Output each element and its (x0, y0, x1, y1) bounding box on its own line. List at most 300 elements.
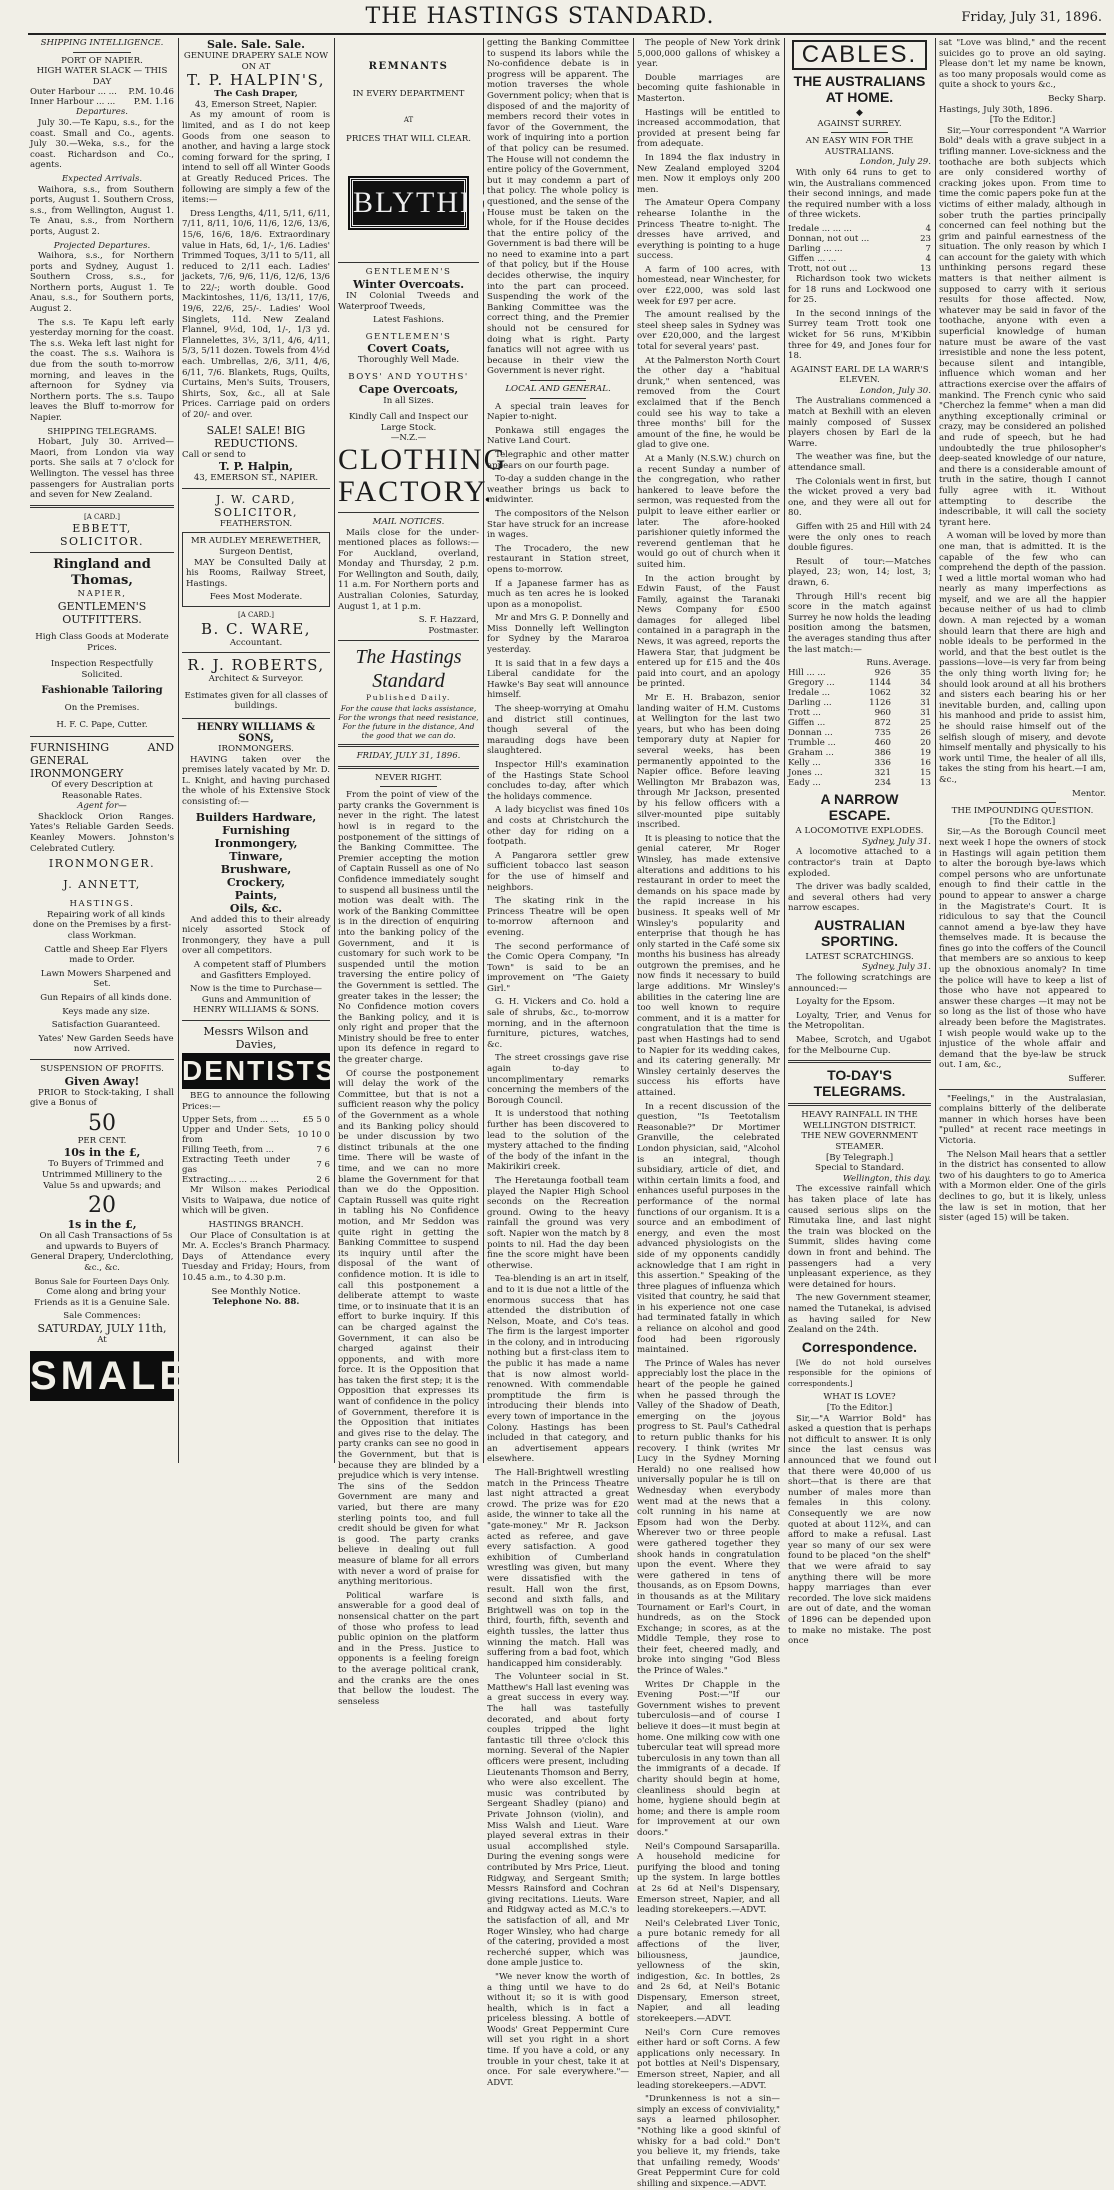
table-row (30, 87, 174, 97)
driver-text: The driver was badly scalded, and several others had very narrow escapes. (788, 882, 931, 914)
card-featherston: FEATHERSTON. (219, 518, 293, 529)
player-name: Iredale ... (788, 688, 830, 699)
batsman-name: Giffen ... ... (788, 253, 837, 264)
every-desc-text: Of every Description at Reasonable Rates. (51, 780, 153, 801)
roberts-name: R. J. ROBERTS, (187, 656, 325, 675)
player-average: 20 (920, 738, 931, 749)
table-row (788, 758, 931, 768)
goods-item: Paints, (234, 888, 278, 902)
local-item: "We never know the worth of a thing until we have to do without it; so it is with good health, which is in fact a priceless blessing. A bottle of Woods' Great Peppermint Cure will set you right in a short time. If you have a cold, or any trouble in your chest, take it at once. For sale everywhere."—ADVT. (487, 1971, 629, 2088)
twenty-number: 20 (88, 1193, 116, 1219)
local-item: Ponkawa still engages the Native Land Court. (487, 425, 629, 447)
local-item: Mr and Mrs G. P. Donnelly and Miss Donnelly left Wellington for Sydney by the Mararoa yesterday. (487, 613, 629, 656)
batsman-name: Trott, not out ... (788, 263, 858, 274)
player-average: 31 (920, 698, 931, 709)
column-header: Runs. (866, 658, 891, 669)
player-name: Giffen ... (788, 718, 826, 729)
departures-heading: Departures. (75, 107, 129, 118)
price-item: Filling Teeth, from ... (182, 1145, 274, 1156)
keys-text: Keys made any size. (62, 1006, 150, 1017)
column-6 (788, 38, 931, 1647)
following-text: The following scratchings are announced:— (788, 973, 931, 994)
player-average: 19 (920, 748, 931, 759)
richardson-text: Richardson took two wickets for 18 runs and Lockwood one for 25. (788, 273, 931, 306)
colonial-text: IN Colonial Tweeds and Waterproof Tweeds, (338, 290, 479, 312)
table-row (788, 254, 931, 264)
table-row (182, 1155, 330, 1175)
player-average: 13 (920, 778, 931, 789)
having-text: HAVING taken over the premises lately vacated by Mr. D. L. Knight, and having purchased the whole of his Extensive Stock consisting of:— (182, 754, 330, 808)
batsman-score: 23 (920, 233, 931, 244)
dateline: London, July 29. (859, 157, 931, 168)
dateline: Sydney, July 31. (861, 962, 931, 973)
player-average: 35 (920, 668, 931, 679)
genuine-text: GENUINE DRAPERY SALE NOW ON AT (183, 51, 329, 72)
table-row (788, 244, 931, 254)
table-row (788, 768, 931, 778)
tailoring-heading: Fashionable Tailoring (41, 685, 163, 697)
tide-value: P.M. 10.46 (128, 87, 174, 98)
signature: Sufferer. (1068, 1074, 1106, 1084)
signature: Mentor. (1072, 788, 1106, 799)
news-item: Hastings will be entitled to increased accommodation, that provided at present being far from adequate. (637, 107, 780, 150)
news-item: A farm of 100 acres, with homestead, near Winchester, for over £22,000, was sold last week for £97 per acre. (637, 264, 780, 307)
player-average: 31 (920, 708, 931, 719)
score-table (788, 224, 931, 274)
beg-text: BEG to announce the following Prices:— (182, 1091, 330, 1112)
purchase-text: Now is the time to Purchase— (190, 984, 322, 995)
local-item: A special train leaves for Napier to-night. (487, 401, 629, 423)
port-heading: PORT OF NAPIER. (61, 55, 143, 66)
repairing-text: Repairing work of all kinds done on the Premises by a first-class Workman. (32, 909, 172, 942)
scratchings-subhead: LATEST SCRATCHINGS. (805, 951, 914, 962)
divider (338, 744, 479, 747)
news-item: Mr E. H. Brabazon, senior landing waiter of H.M. Customs at Wellington for the last two years, but who has been doing temporary duty at Napier for several weeks, has been permanently appointed to the Napier office. Before leaving Wellington Mr Brabazon was, through Mr Jackson, presented by his fellow officers with a silver-mounted pipe suitably inscribed. (637, 693, 780, 831)
column-rule (633, 38, 634, 1463)
news-item: Neil's Compound Sarsaparilla. A household medicine for purifying the blood and toning up the system. In large bottles at 2s 6d at Neil's Dispensary, Emerson street, Napier, and all leading storekeepers.—ADVT. (637, 1841, 780, 1916)
halpin-intro: As my amount of room is limited, and as I do not keep Goods from one season to another, and having a large stock coming forward for the spring, I intend to sell off all Winter Goods at Greatly Reduced Prices. The following are simply a few of the items:— (182, 110, 330, 206)
local-item: The second performance of the Comic Opera Company, "In Town" is said to be an improvement on "The Gaiety Girl." (487, 941, 629, 994)
table-row (182, 1115, 330, 1125)
price-value: 7 6 (316, 1145, 330, 1156)
premises-text: On the Premises. (64, 702, 140, 713)
agent-for-label: Agent for— (77, 801, 127, 812)
player-runs: 460 (874, 738, 891, 749)
telegrams-heading: SHIPPING TELEGRAMS. (47, 426, 157, 437)
divider (182, 718, 330, 719)
halpin-address-2: 43, EMERSON ST., NAPIER. (193, 473, 319, 484)
tide-table (30, 87, 174, 107)
every-dept: IN EVERY DEPARTMENT (352, 88, 465, 99)
column-2 (182, 38, 337, 1463)
divider (338, 640, 479, 641)
second-innings-text: In the second innings of the Surrey team Trott took one wicket for 56 runs, M'Kibbin three for 49, and Jones four for 18. (788, 308, 931, 362)
shipping-notes: The s.s. Te Kapu left early yesterday morning for the coast. The s.s. Weka left last night for the coast. The s.s. Waihora is due from the south to-morrow morning, and leaves in the afternoon for Sydney via Northern ports. The s.s. Taupo leaves the Bluff to-morrow for Napier. (30, 317, 174, 423)
motto-text: For the cause that lacks assistance, For the wrongs that need resistance, For the future in the distance, And the good that we can do. (338, 704, 479, 741)
annett-name: J. ANNETT, (63, 878, 141, 892)
card-label-2: [A CARD.] (237, 610, 274, 619)
kindly-text: Kindly Call and Inspect our Large Stock. (348, 412, 469, 433)
thoroughly-text: Thoroughly Well Made. (357, 355, 460, 366)
batsman-score: 13 (920, 263, 931, 274)
table-row (788, 678, 931, 688)
australians-headline: THE AUSTRALIANS AT HOME. (793, 73, 926, 105)
ironmongers-label: IRONMONGERS. (218, 744, 294, 755)
gun-text: Gun Repairs of all kinds done. (40, 993, 172, 1003)
ware-name: B. C. WARE, (200, 619, 312, 638)
divider (182, 1020, 330, 1021)
all-sizes-text: In all Sizes. (383, 395, 434, 406)
table-row (788, 708, 931, 718)
sale-commences: Sale Commences: (63, 1311, 141, 1322)
covert-heading: Covert Coats, (367, 342, 450, 356)
player-runs: 336 (874, 758, 891, 769)
dateline: Sydney, July 31. (861, 836, 931, 847)
loyalty-text: Loyalty for the Epsom. (796, 997, 895, 1008)
player-average: 15 (920, 768, 931, 779)
mabee-text: Mabee, Scrotch, and Ugabot for the Melbourne Cup. (788, 1035, 931, 1056)
cash-draper: The Cash Draper, (214, 89, 298, 100)
column-rule (178, 38, 179, 1463)
column-rule (784, 38, 785, 1463)
player-average: 34 (920, 678, 931, 689)
letter-continued: sat "Love was blind," and the recent suicides go to prove an old saying. Please don't let my name be known, as too many proposals would come as quite a shock to yours &c., (939, 38, 1106, 91)
player-runs: 735 (874, 728, 891, 739)
column-rule (334, 38, 335, 1463)
column-5 (637, 38, 780, 2189)
halpin-items: Dress Lengths, 4/11, 5/11, 6/11, 7/11, 8/11, 10/6, 11/6, 12/6, 13/6, 15/6, 16/6, 18/6. Extraordinary value in Hats, 6d, 1/-, 1/6. Ladies' Trimmed Toques, 3/11 to 5/11, all reduced to 2/11 each. Ladies' jackets, 7/6, 9/6, 11/6, 12/6, 13/6 to 22/-; worth double. Good Mackintoshes, 11/6, 13/11, 17/6, 19/6, 22/6, 25/-. Ladies' Wool Singlets, 11d. New Zealand Flannel, 9½d, 10d, 1/-, 1/3 yd. Flannelettes, 3½, 3/11, 4/6, 4/11, 5/3, 5/11 dozen. Towels from 4½d each. Umbrellas, 2/6, 3/11, 4/6, 6/11, 7/6. Blankets, Rugs, Quilts, Curtains, Men's Suits, Trousers, Shirts, Sox, &c., all at Sale Prices. Carriage paid on orders of 20/- and over. (182, 208, 330, 420)
divider (380, 786, 436, 787)
card-label: [A CARD.] (83, 512, 120, 521)
local-heading: LOCAL AND GENERAL. (505, 384, 611, 394)
letter-date: Hastings, July 30th, 1896. (939, 104, 1053, 115)
branch-heading: HASTINGS BRANCH. (208, 1219, 304, 1230)
player-runs: 872 (874, 718, 891, 729)
tide-label: Inner Harbour ... ... (30, 97, 116, 108)
outfitters-label: GENTLEMEN'S OUTFITTERS. (57, 599, 147, 626)
henry-name-2: HENRY WILLIAMS & SONS. (193, 1005, 319, 1016)
column-rule (483, 38, 484, 1463)
furnishing-heading: FURNISHING AND GENERAL IRONMONGERY (30, 741, 174, 781)
news-item: Neil's Celebrated Liver Tonic, a pure botanic remedy for all affections of the liver, biliousness, jaundice, yellowness of the skin, indigestion, &c. In bottles, 2s and 2s 6d, at Neil's Botanic Dispensary, Emerson street, Napier, and all leading storekeepers.—ADVT. (637, 1918, 780, 2025)
nz-label: —N.Z.— (390, 433, 427, 444)
column-7 (939, 38, 1106, 1463)
news-item: The Prince of Wales has never appreciably lost the place in the heart of the people he gained when he passed through the Valley of the Shadow of Death, emerging on the joyous progress to St. Paul's Cathedral to return public thanks for his recovery. I think (writes Mr Lucy in the Sydney Morning Herald) no one realised how universally popular he is till on Wednesday when everybody went mad at the news that a colt running in his name at Epsom had won the Derby. Wherever two or three people were gathered together they shook hands in congratulation upon the event. Where they were gathered in tens of thousands, as on Epsom Downs, in thousands as at the Military Tournament or Earl's Court, in hundreds, as on the Stock Exchange; in scores, as at the Middle Temple, they rose to their feet, cheered madly, and broke into singing "God Bless the Prince of Wales." (637, 1358, 780, 1677)
telephone-text: Telephone No. 88. (212, 1297, 300, 1308)
player-runs: 386 (874, 748, 891, 759)
table-row (182, 1125, 330, 1145)
mail-text: Mails close for the under-mentioned places as follows:— For Auckland, overland, Monday and Thursday, 2 p.m. For Wellington and South, daily, 11 a.m. For Northern ports and Australian Colonies, Saturday, August 1, at 1 p.m. (338, 527, 479, 612)
masthead (0, 0, 1114, 30)
table-row (788, 688, 931, 698)
halpin-address: 43, Emerson Street, Napier. (194, 99, 318, 110)
special-label: Special to Standard. (815, 1163, 904, 1174)
news-item: At the Palmerston North Court the other day a "habitual drunk," when sentenced, was removed from the Court exclaimed that if the Bench could see his way to take a three months' bill for the amount of the fine, he would be glad to give one. (637, 355, 780, 451)
news-item: In the action brought by Edwin Faust, of the Faust Family, against the Taranaki News Company for £500 damages for alleged libel contained in a paragraph in the News, it was agreed, reports the Hawera Star, that judgment be entered up for £15 and the 40s paid into court, and an apology be printed. (637, 573, 780, 690)
impounding-heading: THE IMPOUNDING QUESTION. (951, 806, 1094, 817)
come-text: Come along and bring your Friends as it is a Genuine Sale. (34, 1287, 170, 1308)
price-value: 2 6 (316, 1175, 330, 1186)
table-row (788, 698, 931, 708)
smales-logo: SMALE'S (30, 1351, 174, 1401)
giffen-text: Giffen with 25 and Hill with 24 were the only ones to reach double figures. (788, 522, 931, 554)
arrivals-heading: Expected Arrivals. (61, 173, 143, 184)
divider (73, 52, 131, 53)
per-cent-label: PER CENT. (77, 1135, 127, 1146)
price-item: Upper and Under Sets, from (182, 1125, 290, 1146)
local-item: The skating rink in the Princess Theatre will be open to-morrow afternoon and evening. (487, 896, 629, 938)
news-item: The people of New York drink 5,000,000 gallons of whiskey a year. (637, 38, 780, 70)
player-average: 25 (920, 718, 931, 729)
news-item: The amount realised by the steel sheep sales in Sydney was over £20,000, and the largest total for several years' past. (637, 310, 780, 353)
published-label: Published Daily. (366, 693, 451, 703)
player-name: Trott ... (788, 708, 821, 719)
editorial-paragraph: Of course the postponement will delay the work of the Committee, but that is not a sufficient reason why the policy of the Government as a whole and its Banking policy should be under discussion by two distinct tribunals at the one time. There will be waste of time, and we can no more blame the Government for that than we do the Opposition. Captain Russell was quite right in tabling his No Confidence motion, and Mr Seddon was quite right in getting the Banking Committee to suspend its inquiry until after the disposal of the want of confidence motion. It is idle to call this postponement a deliberate attempt to waste time, or to insinuate that it is an effort to burke inquiry. If this can be charged against the Government, it can also be charged against their opponents, and with more force. It is the Opposition that has taken the first step; it is the Opposition that expresses its want of confidence in the policy of Government, therefore it is the Opposition that initiates and gives rise to the delay. The party cranks can see no good in the Government, but that is because they are blinded by a prejudice which is very intense. The sins of the Seddon Government are many and varied, but there are many sterling points too, and full credit should be given for what is good. The party cranks believe in dealing out full measure of blame for all errors with never a word of praise for anything meritorious. (338, 1068, 479, 1588)
divider (30, 552, 174, 553)
through-text: Through Hill's recent big score in the match against Surrey he now holds the leading position among the batsmen, the averages standing thus after the last match:— (788, 591, 931, 655)
high-class-text: High Class Goods at Moderate Prices. (35, 631, 169, 653)
lawn-text: Lawn Mowers Sharpened and Set. (40, 968, 172, 990)
remnants-heading: REMNANTS (368, 61, 449, 72)
table-row (788, 234, 931, 244)
postmaster-name: S. F. Hazzard, (418, 615, 479, 626)
dentist-ad (182, 532, 330, 607)
news-item: The Amateur Opera Company rehearse Iolanthe in the Princess Theatre to-night. The dresses have arrived, and everything is pointing to a huge success. (637, 198, 780, 262)
divider (338, 262, 479, 263)
goods-item: Tinware, (229, 849, 283, 863)
napier-label: NAPIER, (77, 589, 127, 600)
price-value: 7 6 (316, 1160, 330, 1171)
price-item: Extracting... ... ... (182, 1175, 258, 1186)
colonials-text: The Colonials went in first, but the wicket proved a very bad one, and they were all out for 80. (788, 476, 931, 519)
at-label: At (97, 1334, 107, 1345)
weather-text: The weather was fine, but the attendance small. (788, 452, 931, 474)
player-name: Trumble ... (788, 738, 836, 749)
result-text: Result of tour:—Matches played, 23; won, 14; lost, 3; drawn, 6. (788, 556, 931, 588)
buyers-text: To Buyers of Trimmed and Untrimmed Millinery to the Value 5s and upwards; and (41, 1159, 164, 1191)
correspondence-headline: Correspondence. (801, 1338, 918, 1355)
cape-heading: Cape Overcoats, (358, 382, 459, 396)
divider (530, 398, 587, 399)
standard-logo: The Hastings Standard (355, 646, 462, 693)
batsman-score: 4 (925, 253, 931, 264)
divider (788, 1060, 931, 1063)
local-item: Inspector Hill's examination of the Hastings State School concludes to-day, after which the holidays commence. (487, 760, 629, 802)
local-item: If a Japanese farmer has as much as ten acres he is looked upon as a monopolist. (487, 578, 629, 610)
divider (182, 488, 330, 489)
ebbett-name: EBBETT, (72, 522, 132, 536)
narrow-escape-headline: A NARROW ESCAPE. (820, 791, 899, 824)
tide-value: P.M. 1.16 (133, 97, 174, 108)
branch-text: Our Place of Consultation is at Mr. A. Eccles's Branch Pharmacy. Days of Attendance every Tuesday and Friday; Hours, from 10.45 a.m., to 4.30 p.m. (182, 1230, 330, 1283)
table-row (788, 264, 931, 274)
price-value: 10 10 0 (297, 1130, 330, 1141)
added-text: And added this to their already nicely assorted Stock of Ironmongery, they have a pull over all competitors. (182, 914, 330, 957)
loco-text: A locomotive attached to a contractor's train at Dapto exploded. (788, 847, 931, 879)
saturday-date: SATURDAY, JULY 11th, (37, 1321, 167, 1335)
table-row (788, 738, 931, 748)
local-item: The Trocadero, the new restaurant in Station street, opens to-morrow. (487, 543, 629, 575)
card-solicitor: SOLICITOR, (213, 505, 299, 519)
one-shilling: 1s in the £, (67, 1218, 137, 1232)
newspaper-title: THE HASTINGS STANDARD. (365, 4, 715, 29)
news-item: Writes Dr Chapple in the Evening Post:—"If our Government wishes to prevent tuberculosis—and of course I believe it does—it must begin at home. One milking cow with one tubercular teat will spread more tuberculosis in any town than all the immigrants of a decade. If charity should begin at home, cleanliness should begin at home, hygiene should begin at home; and there is ample room for improvement at our own doors." (637, 1679, 780, 1838)
news-item: At a Manly (N.S.W.) church on a recent Sunday a number of the congregation, who rather hankered to leave before the sermon, was requested from the pulpit to leave either earlier or later. The afore-hooked parishioner quietly informed the reverend gentleman that he would go out of church when it suited him. (637, 453, 780, 570)
local-item: Telegraphic and other matter appears on our fourth page. (487, 449, 629, 471)
latest-text: Latest Fashions. (372, 315, 444, 326)
ebbett-title: SOLICITOR. (59, 535, 145, 549)
table-row (788, 728, 931, 738)
table-row (788, 224, 931, 234)
editorial-paragraph: From the point of view of the party cranks the Government is never in the right. The latest howl is in regard to the postponement of the sittings of the Banking Committee. The Premier accepting the motion of Captain Russell as one of No Confidence immediately sought to suspend all business until the motion was dealt with. The work of the Banking Committee is in the direction of enquiring into the banking policy of the Government, and it is customary for such work to be suspended until the motion traversing the entire policy of the Government is settled. The greater takes in the lesser; the No Confidence motion covers the Banking policy, and it is only right and proper that the Ministry should be free to enter upon its defence in regard to the greater charge. (338, 790, 479, 1066)
player-runs: 1062 (869, 688, 891, 699)
warr-subhead: AGAINST EARL DE LA WARR'S ELEVEN. (790, 364, 929, 386)
sporting-headline: AUSTRALIAN SPORTING. (814, 916, 905, 949)
news-item: Double marriages are becoming quite fashionable in Masterton. (637, 72, 780, 104)
rain-text: The excessive rainfall which has taken place of late has caused serious slips on the Rimutaka line, and last night the train was blocked on the Summit, slides having come down in front and behind. The passengers had a very unpleasant experience, as they were detained for hours. (788, 1184, 931, 1290)
call-text: Call or send to (182, 449, 246, 460)
goods-item: Brushware, (220, 862, 292, 876)
feelings-text: "Feelings," in the Australasian, complains bitterly of the deliberate manner in which horses have been "pulled" at recent race meetings in Victoria. (939, 1093, 1106, 1146)
divider (338, 512, 479, 513)
steamer-text: The new Government steamer, named the Tutanekai, is advised as having sailed for New Zealand on the 24th. (788, 1293, 931, 1336)
fees-text: Fees Most Moderate. (209, 592, 303, 603)
local-item: The Hall-Brightwell wrestling match in the Princess Theatre last night attracted a great crowd. The prize was for £20 aside, the winner to take all the "gate-money." Mr R. Jackson acted as referee, and gave every satisfaction. A good exhibition of Cumberland wrestling was given, but many were dissatisfied with the result. Hall won the first, second and sixth falls, and Brightwell was on top in the third, fourth, fifth, seventh and eighth tussles, the latter thus winning the match. Hall was suffering from a bad foot, which handicapped him considerably. (487, 1468, 629, 1669)
prices-clear: PRICES THAT WILL CLEAR. (346, 133, 471, 144)
player-runs: 1126 (869, 698, 891, 709)
to-editor: [To the Editor.] (989, 115, 1056, 126)
accountant-label: Accountant. (229, 637, 283, 648)
suspension-heading: SUSPENSION OF PROFITS. (40, 1063, 164, 1074)
local-item: It is said that in a few days a Liberal candidate for the Hawke's Bay seat will announce himself. (487, 658, 629, 701)
shipping-heading: SHIPPING INTELLIGENCE. (40, 38, 164, 48)
table-row (788, 718, 931, 728)
price-item: Upper Sets, from ... ... (182, 1115, 279, 1126)
cattle-text: Cattle and Sheep Ear Flyers made to Order. (44, 944, 168, 966)
player-name: Graham ... (788, 748, 834, 759)
mail-heading: MAIL NOTICES. (372, 516, 445, 527)
divider (989, 802, 1056, 803)
halpin-name-2: T. P. Halpin, (219, 460, 293, 474)
boys-label: BOYS' AND YOUTHS' (348, 371, 469, 382)
at-label: AT (403, 116, 414, 125)
masthead-rule (28, 33, 1106, 35)
to-editor: [To the Editor.] (989, 816, 1056, 827)
overcoats-heading: Winter Overcoats. (352, 277, 465, 291)
goods-item: Furnishing Ironmongery, (214, 823, 298, 850)
dentist-title: Surgeon Dentist, (219, 546, 293, 557)
divider (338, 766, 479, 769)
price-item: Extracting Teeth under gas (182, 1155, 290, 1176)
cash-text: On all Cash Transactions of 5s and upwards to Buyers of General Drapery, Underclothing, &c., &c. (30, 1231, 174, 1273)
price-value: £5 5 0 (302, 1115, 330, 1126)
news-item: In 1894 the flax industry in New Zealand employed 3204 men. Now it employs only 200 men. (637, 152, 780, 195)
impound-letter: Sir,—As the Borough Council meet next week I hope the owners of stock in Hastings will again petition them to alter the borough bye-laws which compel persons who are unfortunate enough to find their cattle in the pound to appear to answer a charge in the Magistrate's Court. It is ridiculous to say that the Council cannot amend a bye-law they have themselves made. It is because the fines go into the coffers of the Council that members are so anxious to keep up the obnoxious anomaly? In time the police will have to keep a list of those who have not appeared to answer these charges —it may not be so long as the list of those who have already been before the Magistrates. I wish people would wake up to the injustice of the whole affair and demand that the bye-law be struck out. I am, &c., (939, 827, 1106, 1071)
sale-big: SALE! SALE! BIG REDUCTIONS. (206, 423, 306, 450)
satisfaction-text: Satisfaction Guaranteed. (51, 1020, 161, 1031)
given-away-heading: Given Away! (64, 1074, 140, 1088)
editorial-heading: NEVER RIGHT. (375, 772, 442, 783)
table-row (30, 97, 174, 107)
disclaimer-text: [We do not hold ourselves responsible for the opinions of correspondents.] (788, 1357, 931, 1388)
divider (788, 1103, 931, 1106)
steamer-subhead: THE NEW GOVERNMENT STEAMER. (801, 1131, 918, 1152)
player-runs: 321 (874, 768, 891, 779)
gents-label: GENTLEMEN'S (365, 267, 452, 278)
projected-heading: Projected Departures. (53, 240, 151, 251)
averages-table (788, 658, 931, 788)
player-name: Kelly ... (788, 758, 821, 769)
dingbat: ◆ (856, 108, 863, 118)
wilson-heading: Messrs Wilson and Davies, (203, 1025, 309, 1051)
plumbers-text: A competent staff of Plumbers and Gasfitters Employed. (193, 960, 327, 981)
player-runs: 926 (874, 668, 891, 679)
visits-text: Mr Wilson makes Periodical Visits to Waipawa, due notice of which will be given. (182, 1185, 330, 1217)
projected-text: Waihora, s.s., for Northern ports and Sydney, August 1. Southern Cross, s.s., for Northern ports, August 1. Te Anau, s.s., for Southern ports, August 2. (30, 251, 174, 315)
hastings-label: HASTINGS. (69, 899, 135, 910)
monthly-notice: See Monthly Notice. (211, 1286, 301, 1297)
ten-shillings: 10s in the £, (63, 1146, 141, 1160)
news-item: "Drunkenness is not a sin—simply an excess of conviviality," says a learned philosopher. "Nothing like a good skinful of whisky for a bad cold." Don't you believe it, my friends, take that unfailing remedy, Woods' Great Peppermint Cure for cold shilling and sixpence.—ADVT. (637, 2094, 780, 2189)
local-item: It is understood that nothing further has been discovered to lead to the solution of the mystery attached to the finding of the body of the infant in the Makirikiri creek. (487, 1109, 629, 1173)
editorial-continued: getting the Banking Committee to suspend its labors while the No-confidence debate is in progress will be apparent. The motion traverses the whole Government policy; when that is disposed of and the majority of members record their votes in favor of the Government, the work of inquiring into a portion of that policy can be resumed. The House will not condemn the entire policy of the Government, but it may condemn a part of that policy. The whole policy is questioned, and the sense of the House must be taken on the whole, for if the House decides that the entire policy of the Government is bad there will be no need to examine into a part of that policy, but if the House decides otherwise, the inquiry into the part can proceed. Suspending the work of the Banking Committee was the correct thing, and the Premier should not be censured for doing what is right. Party fanatics will not agree with us because in their view the Government is never right. (487, 38, 629, 377)
divider (939, 1089, 1106, 1090)
table-row (788, 778, 931, 788)
tide-label: Outer Harbour ... ... (30, 87, 117, 98)
halpin-name: T. P. HALPIN'S, (186, 71, 326, 90)
table-row (788, 668, 931, 678)
player-average: 32 (920, 688, 931, 699)
divider (530, 380, 587, 381)
local-item: A lady bicyclist was fined 10s and costs at Christchurch the other day for riding on a footpath. (487, 805, 629, 848)
letter-paragraph: A woman will be loved by more than one man, that is admitted. It is the capable of the few who can comprehend the depth of the passion. I wed a little mortal woman who had nearly as many imperfections as myself, and we are all the happier because neither of us had to climb down. A man rejected by a woman should learn that there are high and noble ideals to be performed in the world, and that the best outlet is the passions—love—is very far from being the only thing worth living for; he should look around at all his brothers and sisters each bearing his or her inevitable burden, and, calling upon his manhood and pride to assist him, he should raise himself out of the selfish slough of misery, and devote himself mentally and physically to his work until Time, the healer of all ills, takes the sting from his heart.—I am, &c., (939, 531, 1106, 785)
nelson-text: The Nelson Mail hears that a settler in the district has consented to allow two of his daughters to go to America with a Mormon elder. One of the girls declines to go, but it is likely, unless the law is set in motion, that her sister (aged 15) will be taken. (939, 1149, 1106, 1224)
dentist-text: MAY be Consulted Daily at his Rooms, Railway Street, Hastings. (186, 557, 326, 589)
batsman-name: Darling ... ... (788, 243, 843, 254)
henry-heading: HENRY WILLIAMS & SONS, (196, 721, 316, 744)
divider (182, 652, 330, 653)
player-name: Gregory ... (788, 678, 835, 689)
dentist-name: MR AUDLEY MEREWETHER, (190, 536, 322, 547)
inspection-text: Inspection Respectfully Solicited. (50, 659, 154, 680)
letter-paragraph: Sir,—Your correspondent "A Warrior Bold" deals with a grave subject in a trifling manner. Love-sickness and the toothache are both subjects which are only considered worthy of cracking jokes upon. From time to time the comic papers poke fun at the victims of either malady, although in sober truth the parties principally concerned can feel nothing but the grim and painful earnestness of the situation. The only reason by which I can account for the gaiety with which unthinking persons regard these matters is that neither ailment is supposed to carry with it serious results for those affected. Now, whatever may be said in favor of the toothache, anyone with even a superficial knowledge of human nature must be aware of the vast irresistible and none the less potent, because silent and intangible, influence which woman and her attractions exercise over the affairs of mankind. The French cynic who said "Cherchez la femme" when a man did anything exceptionally criminal or crazy, may be considered an polished and rude of speech, but he had undoubtedly the true philosopher's deep-seated knowledge of our nature, and there is a considerable amount of truth in the satire, though I cannot fully agree with it. Without attempting to describe the indescribable, it will call the society tyrant here. (939, 125, 1106, 528)
dateline: FRIDAY, JULY 31, 1896. (356, 751, 461, 762)
column-rule (935, 38, 936, 1463)
estimates-text: Estimates given for all classes of buildings. (184, 690, 328, 712)
divider (30, 505, 174, 508)
signature: Becky Sharp. (1048, 93, 1106, 104)
loyalty-text-2: Loyalty, Trier, and Venus for the Metropolitan. (788, 1010, 931, 1032)
postmaster-title: Postmaster. (428, 625, 479, 636)
bonus-text: Bonus Sale for Fourteen Days Only. (34, 1276, 170, 1286)
architect-label: Architect & Surveyor. (208, 674, 304, 685)
surrey-text: With only 64 runs to get to win, the Australians commenced their second innings, and made the required number with a loss of three wickets. (788, 167, 931, 221)
player-name: Darling ... (788, 698, 832, 709)
fifty-number: 50 (88, 1110, 116, 1136)
yates-text: Yates' New Garden Seeds have now Arrived. (38, 1033, 174, 1055)
surrey-subhead: AGAINST SURREY. (817, 118, 902, 129)
news-item: It is pleasing to notice that the genial caterer, Mr Roger Winsley, has made extensive alterations and additions to his restaurant in order to meet the demands on his space made by the rapid increase in his business. It speaks well of Mr Winsley's popularity and enterprise that though he has only started in the Café some six months his business has already outgrown the premises, and he now finds it necessary to build large additions. Mr Winsley's abilities in the catering line are too well known to require comment, and it is a matter for congratulation that the time is past when Hastings had to send to Napier for its wedding cakes, and its catering generally. Mr Winsley certainly deserves the success his efforts have attained. (637, 833, 780, 1098)
issue-date: Friday, July 31, 1896. (961, 10, 1102, 25)
local-item: G. H. Vickers and Co. hold a sale of shrubs, &c., to-morrow morning, and in the afternoon furniture, pictures, watches, &c. (487, 997, 629, 1050)
heavy-subhead: HEAVY RAINFALL IN THE WELLINGTON DISTRICT. (801, 1110, 918, 1131)
column-4 (487, 38, 629, 2088)
tide-heading: HIGH WATER SLACK — THIS DAY (36, 66, 168, 87)
local-item: The sheep-worrying at Omahu and district still continues, though several of the marauding dogs have been slaughtered. (487, 704, 629, 757)
table-row (182, 1175, 330, 1185)
easy-win-subhead: AN EASY WIN FOR THE AUSTRALIANS. (805, 136, 914, 157)
local-item: The Volunteer social in St. Matthew's Hall last evening was a great success in every way. The hall was tastefully decorated, and about forty couples tripped the light fantastic till three o'clock this morning. Several of the Napier officers were present, including Lieutenants Thomson and Berry, who were also excellent. The music was contributed by Sergeant Shadley (piano) and Private Johnson (violin), and Miss Walsh and Lieut. Ware played several extras in their usual accomplished style. During the evening songs were contributed by Mrs Price, Lieut. Ridgway, and Sergeant Smith; Messrs Rainsford and Cochran giving recitations. Lieuts. Ware and Ridgway acted as M.C.'s to the satisfaction of all, and Mr Roger Winsley, who had charge of the catering, provided a most recherché supper, which was done ample justice to. (487, 1672, 629, 1969)
